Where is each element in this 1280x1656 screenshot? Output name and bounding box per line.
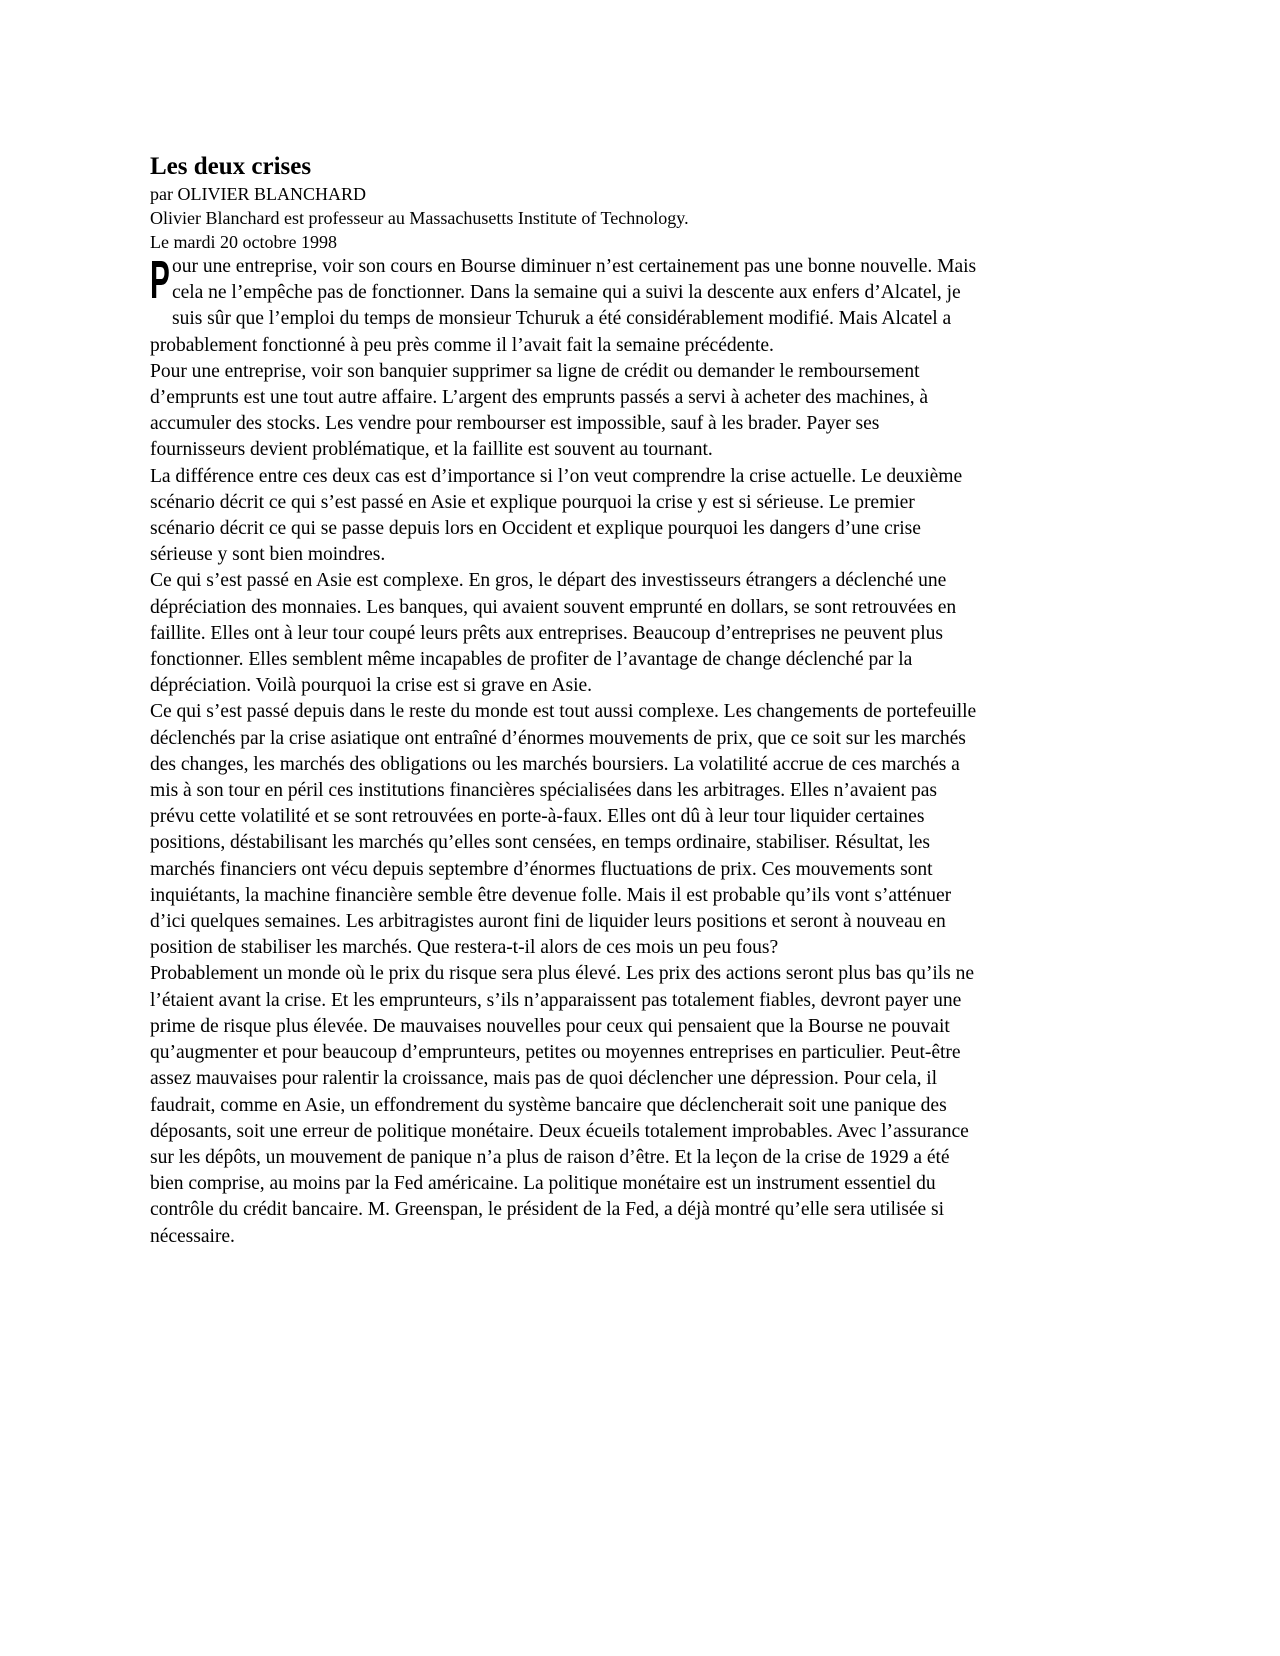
- paragraph-line: bien comprise, au moins par la Fed américaine. La politique monétaire est un instrument essentiel du: [150, 1173, 936, 1195]
- paragraph-4: [150, 568, 1130, 699]
- paragraph-line: scénario décrit ce qui s’est passé en Asie et explique pourquoi la crise y est si sérieuse. Le premier: [150, 491, 915, 513]
- paragraph-line: fonctionner. Elles semblent même incapables de profiter de l’avantage de change déclenché par la: [150, 649, 913, 671]
- paragraph-line: prime de risque plus élevée. De mauvaises nouvelles pour ceux qui pensaient que la Bourse ne pouvait: [150, 1015, 950, 1037]
- paragraph-1: [150, 250, 1130, 359]
- article: [150, 152, 1130, 1250]
- paragraph-line: accumuler des stocks. Les vendre pour rembourser est impossible, sauf à les brader. Payer ses: [150, 413, 880, 435]
- paragraph-line: scénario décrit ce qui se passe depuis lors en Occident et explique pourquoi les dangers d’une crise: [150, 518, 921, 540]
- paragraph-line: Pour une entreprise, voir son banquier supprimer sa ligne de crédit ou demander le remboursement: [150, 360, 920, 382]
- paragraph-line: nécessaire.: [150, 1225, 235, 1247]
- paragraph-line: déclenchés par la crise asiatique ont entraîné d’énormes mouvements de prix, que ce soit sur les marchés: [150, 727, 966, 749]
- paragraph-line: our une entreprise, voir son cours en Bourse diminuer n’est certainement pas une bonne nouvelle. Mais: [172, 256, 977, 277]
- paragraph-line: La différence entre ces deux cas est d’importance si l’on veut comprendre la crise actuelle. Le deuxième: [150, 465, 963, 487]
- article-title: Les deux crises: [150, 153, 312, 180]
- byline: par OLIVIER BLANCHARD: [150, 184, 366, 204]
- paragraph-line: probablement fonctionné à peu près comme il l’avait fait la semaine précédente.: [150, 334, 774, 356]
- paragraph-2: [150, 359, 1130, 464]
- paragraph-line: prévu cette volatilité et se sont retrouvées en porte-à-faux. Elles ont dû à leur tour liquider certaines: [150, 806, 925, 828]
- paragraph-line: Ce qui s’est passé depuis dans le reste du monde est tout aussi complexe. Les changements de portefeuille: [150, 701, 977, 723]
- paragraph-line: sérieuse y sont bien moindres.: [150, 544, 386, 566]
- paragraph-line: cela ne l’empêche pas de fonctionner. Dans la semaine qui a suivi la descente aux enfers d’Alcatel, je: [172, 282, 961, 304]
- paragraph-line: contrôle du crédit bancaire. M. Greenspan, le président de la Fed, a déjà montré qu’elle sera utilisée si: [150, 1199, 944, 1221]
- author-note: Olivier Blanchard est professeur au Massachusetts Institute of Technology.: [150, 208, 689, 228]
- paragraph-line: sur les dépôts, un mouvement de panique n’a plus de raison d’être. Et la leçon de la crise de 1929 a été: [150, 1146, 950, 1168]
- paragraph-line: déposants, soit une erreur de politique monétaire. Deux écueils totalement improbables. Avec l’assurance: [150, 1120, 969, 1142]
- paragraph-line: l’étaient avant la crise. Et les emprunteurs, s’ils n’apparaissent pas totalement fiables, devront payer une: [150, 989, 962, 1011]
- paragraph-line: qu’augmenter et pour beaucoup d’emprunteurs, petites ou moyennes entreprises en particulier. Peut-être: [150, 1042, 961, 1064]
- paragraph-line: Probablement un monde où le prix du risque sera plus élevé. Les prix des actions seront plus bas qu’ils ne: [150, 963, 974, 985]
- paragraph-5: [150, 699, 1130, 961]
- paragraph-line: positions, déstabilisant les marchés qu’elles sont censées, en temps ordinaire, stabiliser. Résultat, les: [150, 832, 930, 854]
- paragraph-line: d’ici quelques semaines. Les arbitragistes auront fini de liquider leurs positions et seront à nouveau en: [150, 911, 946, 933]
- paragraph-line: inquiétants, la machine financière semble être devenue folle. Mais il est probable qu’ils vont s’atténuer: [150, 884, 952, 906]
- paragraph-line: assez mauvaises pour ralentir la croissance, mais pas de quoi déclencher une dépression. Pour cela, il: [150, 1068, 938, 1090]
- paragraph-line: fournisseurs devient problématique, et la faillite est souvent au tournant.: [150, 439, 713, 461]
- paragraph-line: faillite. Elles ont à leur tour coupé leurs prêts aux entreprises. Beaucoup d’entreprises ne peuvent plus: [150, 622, 943, 644]
- paragraph-line: faudrait, comme en Asie, un effondrement du système bancaire que déclencherait soit une panique des: [150, 1094, 947, 1116]
- article-date: Le mardi 20 octobre 1998: [150, 232, 337, 252]
- paragraph-line: Ce qui s’est passé en Asie est complexe. En gros, le départ des investisseurs étrangers a déclenché une: [150, 570, 947, 592]
- paragraph-6: [150, 961, 1130, 1249]
- dropcap-letter: P: [150, 250, 170, 310]
- paragraph-line: dépréciation des monnaies. Les banques, qui avaient souvent emprunté en dollars, se sont retrouvées en: [150, 596, 957, 618]
- paragraph-line: suis sûr que l’emploi du temps de monsieur Tchuruk a été considérablement modifié. Mais Alcatel a: [172, 308, 952, 330]
- paragraph-line: position de stabiliser les marchés. Que restera-t-il alors de ces mois un peu fous?: [150, 937, 779, 959]
- paragraph-line: d’emprunts est une tout autre affaire. L’argent des emprunts passés a servi à acheter des machines, à: [150, 387, 929, 409]
- paragraph-line: dépréciation. Voilà pourquoi la crise est si grave en Asie.: [150, 675, 592, 697]
- paragraph-line: mis à son tour en péril ces institutions financières spécialisées dans les arbitrages. Elles n’avaient pas: [150, 780, 937, 802]
- paragraph-line: des changes, les marchés des obligations ou les marchés boursiers. La volatilité accrue de ces marchés a: [150, 753, 960, 775]
- paragraph-line: marchés financiers ont vécu depuis septembre d’énormes fluctuations de prix. Ces mouvements sont: [150, 858, 933, 880]
- paragraph-3: [150, 464, 1130, 569]
